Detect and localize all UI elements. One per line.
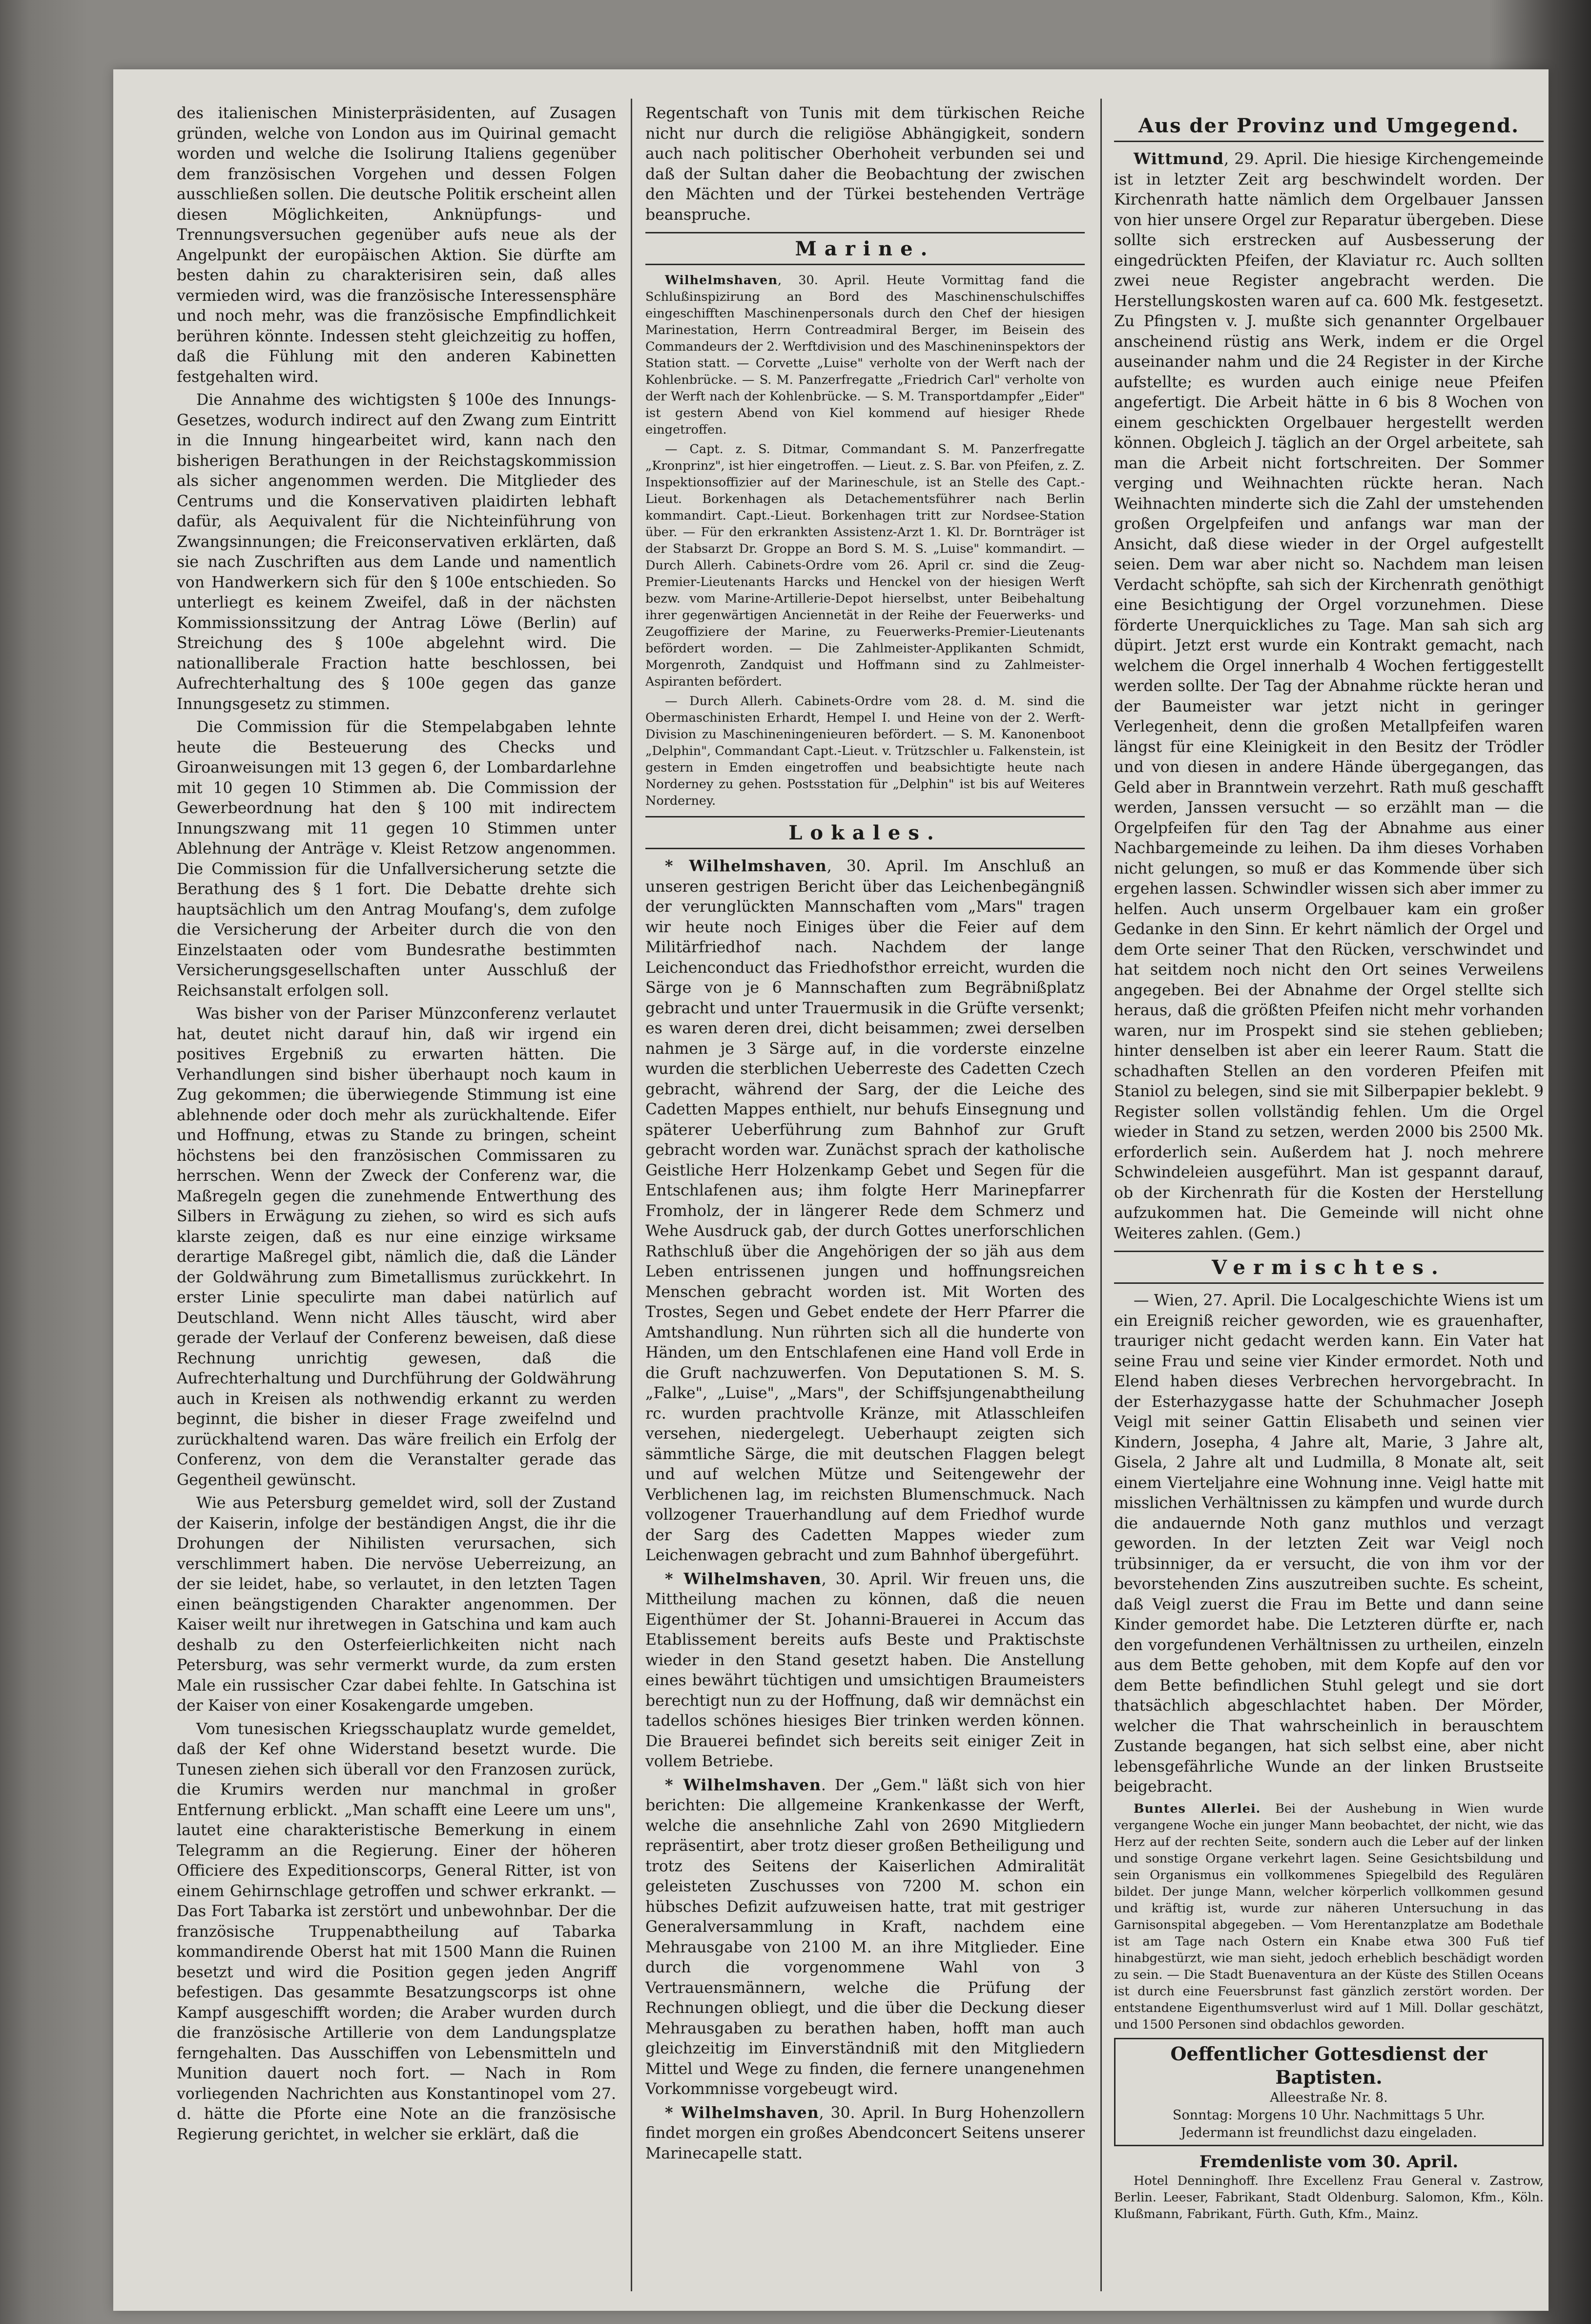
column-3	[1114, 104, 1544, 2225]
column-2	[645, 104, 1085, 2167]
notice-line: Alleestraße Nr. 8.	[1270, 2090, 1388, 2105]
section-heading-vermischtes: Vermischtes.	[1114, 1251, 1544, 1284]
section-heading-lokales: Lokales.	[645, 816, 1085, 849]
notice-heading: Oeffentlicher Gottesdienst der Baptisten.	[1170, 2042, 1488, 2088]
paragraph: , 30. April. Wir freuen uns, die Mittheilung machen zu können, daß die neuen Eigenthümer der St. Johanni-Brauerei in Accum das Etablissement bereits aufs Beste und Praktischste wieder in den Stand gesetzt haben. Die Anstellung eines bewährt tüchtigen und umsichtigen Braumeisters berechtigt nun zu der Hoffnung, daß wir demnächst ein tadellos schönes hiesiges Bier trinken werden können. Die Brauerei befindet sich bereits seit einiger Zeit in vollem Betriebe.	[645, 1570, 1085, 1770]
paragraph: Wie aus Petersburg gemeldet wird, soll der Zustand der Kaiserin, infolge der beständigen Angst, die ihr die Drohungen der Nihilisten verursachen, sich verschlimmert haben. Die nervöse Ueberreizung, an der sie leidet, habe, so verlautet, in den letzten Tagen einen beängstigenden Charakter angenommen. Der Kaiser weilt nur ihretwegen in Gatschina und kam auch deshalb zu den Osterfeierlichkeiten nicht nach Petersburg, was sehr vermerkt wurde, da zum ersten Male ein russischer Czar dabei fehlte. In Gatschina ist der Kaiser von einer Kosakengarde umgeben.	[177, 1494, 616, 1715]
subheading-buntes: Buntes Allerlei.	[1134, 1801, 1261, 1816]
notice-line: Sonntag: Morgens 10 Uhr. Nachmittags 5 Uhr.	[1173, 2107, 1485, 2123]
paragraph: — Capt. z. S. Ditmar, Commandant S. M. Panzerfregatte „Kronprinz", ist hier eingetroffen. — Lieut. z. S. Bar. von Pfeifen, z. Z. Inspektionsoffizier auf der Marineschule, ist an Stelle des Capt.-Lieut. Borkenhagen als Detachementsführer nach Berlin kommandirt. Capt.-Lieut. Borkenhagen tritt zur Nordsee-Station über. — Für den erkrankten Assistenz-Arzt 1. Kl. Dr. Bornträger ist der Stabsarzt Dr. Groppe an Bord S. M. S. „Luise" kommandirt. — Durch Allerh. Cabinets-Ordre vom 26. April cr. sind die Zeug-Premier-Lieutenants Harcks und Henckel von der hiesigen Werft bezw. vom Marine-Artillerie-Depot hierselbst, unter Beibehaltung ihrer gegenwärtigen Anciennetät in der Reihe der Feuerwerks- und Zeugoffiziere der Marine, zu Feuerwerks-Premier-Lieutenants befördert worden. — Die Zahlmeister-Applikanten Schmidt, Morgenroth, Zandquist und Hoffmann sind zu Zahlmeister-Aspiranten befördert.	[645, 442, 1085, 689]
paragraph: Regentschaft von Tunis mit dem türkischen Reiche nicht nur durch die religiöse Abhängigkeit, sondern auch nach politischer Oberhoheit verbunden sei und daß der Sultan daher die Beobachtung der zwischen den Mächten und der Türkei bestehenden Verträge beanspruche.	[645, 105, 1085, 224]
notice-line: Jedermann ist freundlichst dazu eingeladen.	[1180, 2125, 1477, 2140]
section-heading-provinz: Aus der Provinz und Umgegend.	[1114, 110, 1544, 142]
newspaper-page	[113, 69, 1549, 2311]
fremdenliste-text: Hotel Denninghoff. Ihre Excellenz Frau General v. Zastrow, Berlin. Leeser, Fabrikant, Stadt Oldenburg. Salomon, Kfm., Köln. Klußmann, Fabrikant, Fürth. Guth, Kfm., Mainz.	[1114, 2173, 1544, 2221]
dateline: * Wilhelmshaven	[665, 2103, 819, 2122]
dateline: * Wilhelmshaven	[665, 857, 827, 875]
paragraph: Was bisher von der Pariser Münzconferenz verlautet hat, deutet nicht darauf hin, daß wir irgend ein positives Ergebniß zu erwarten hätten. Die Verhandlungen sind bisher überhaupt noch kaum in Zug gekommen; die überwiegende Stimmung ist eine ablehnende oder doch mehr als zurückhaltende. Eifer und Hoffnung, etwas zu Stande zu bringen, scheint höchstens bei den französischen Commissaren zu herrschen. Wenn der Zweck der Conferenz war, die Maßregeln gegen die zunehmende Entwerthung des Silbers in Erwägung zu ziehen, so wird es sich aufs klarste zeigen, daß es nur eine einzige wirksame derartige Maßregel gibt, nämlich die, daß die Länder der Goldwährung zum Bimetallismus zurückkehrt. In erster Linie speculirte man dabei natürlich auf Deutschland. Wenn nicht Alles täuscht, wird aber gerade der Verlauf der Conferenz beweisen, daß diese Rechnung unrichtig gewesen, daß die Aufrechterhaltung und Durchführung der Goldwährung auch in Kreisen als nothwendig erkannt zu werden beginnt, die bisher in dieser Frage zweifelnd und zurückhaltend waren. Das wäre freilich ein Erfolg der Conferenz, von dem die Veranstalter gerade das Gegentheil gewünscht.	[177, 1005, 616, 1489]
paragraph: , 30. April. In Burg Hohenzollern findet morgen ein großes Abendconcert Seitens unserer Marinecapelle statt.	[645, 2104, 1085, 2162]
notice-gottesdienst	[1114, 2038, 1544, 2146]
fremdenliste-heading: Fremdenliste vom 30. April.	[1199, 2152, 1459, 2172]
paragraph: des italienischen Ministerpräsidenten, auf Zusagen gründen, welche von London aus im Quirinal gemacht worden und welche die Isolirung Italiens gegenüber dem französischen Vorgehen und dessen Folgen ausschließen sollen. Die deutsche Politik erscheint allen diesen Möglichkeiten, Anknüpfungs- und Trennungsversuchen gegenüber aufs neue als der Angelpunkt der europäischen Aktion. Sie dürfte am besten dahin zu charakterisiren sein, daß alles vermieden wird, was die französische Interessensphäre und noch mehr, was die französische Empfindlichkeit berühren könnte. Indessen steht gleichzeitig zu hoffen, daß die Fühlung mit den anderen Kabinetten festgehalten wird.	[177, 105, 616, 386]
paragraph: — Durch Allerh. Cabinets-Ordre vom 28. d. M. sind die Obermaschinisten Erhardt, Hempel I. und Heine von der 2. Werft-Division zu Maschineningenieuren befördert. — S. M. Kanonenboot „Delphin", Commandant Capt.-Lieut. v. Trützschler u. Falkenstein, ist gestern in Emden eingetroffen und beabsichtigte heute nach Norderney zu gehen. Postsstation für „Delphin" ist bis auf Weiteres Norderney.	[645, 694, 1085, 808]
dateline: Wittmund	[1134, 150, 1224, 168]
paragraph: Bei der Aushebung in Wien wurde vergangene Woche ein junger Mann beobachtet, der nicht, wie das Herz auf der rechten Seite, sondern auch die Leber auf der linken und sonstige Organe verkehrt lagen. Seine Gesichtsbildung und sein Organismus ein vollkommenes Spiegelbild des Regulären bildet. Der junge Mann, welcher körperlich vollkommen gesund und kräftig ist, wurde zur näheren Untersuchung in das Garnisonspital abgegeben. — Vom Herentanzplatze am Bodethale ist am Tage nach Ostern ein Knabe etwa 300 Fuß tief hinabgestürzt, wie man sieht, jedoch erheblich beschädigt worden zu sein. — Die Stadt Buenaventura an der Küste des Stillen Oceans ist durch eine Feuersbrunst fast gänzlich zerstört worden. Der entstandene Eigenthumsverlust wird auf 1 Mill. Dollar geschätzt, und 1500 Personen sind obdachlos geworden.	[1114, 1801, 1544, 2032]
dateline: * Wilhelmshaven	[665, 1570, 822, 1588]
paragraph: Die Commission für die Stempelabgaben lehnte heute die Besteuerung des Checks und Giroanweisungen mit 13 gegen 6, der Lombardarlehne mit 10 gegen 10 Stimmen ab. Die Commission der Gewerbeordnung hat den § 100 mit indirectem Innungszwang mit 11 gegen 10 Stimmen unter Ablehnung der Anträge v. Kleist Retzow angenommen. Die Commission für die Unfallversicherung setzte die Berathung des § 1 fort. Die Debatte drehte sich hauptsächlich um den Antrag Moufang's, dem zufolge die Versicherung der Arbeiter durch die von den Einzelstaaten oder vom Bundesrathe bestimmten Versicherungsgesellschaften unter Ausschluß der Reichsanstalt erfolgen soll.	[177, 718, 616, 1000]
paragraph: , 30. April. Im Anschluß an unseren gestrigen Bericht über das Leichenbegängniß der verunglückten Mannschaften vom „Mars" tragen wir heute noch Einiges über die Feier auf dem Militärfriedhof nach. Nachdem der lange Leichenconduct das Friedhofsthor erreicht, wurden die Särge von je 6 Mannschaften zum Begräbnißplatz gebracht und unter Trauermusik in die Grüfte versenkt; es waren deren drei, dicht beisammen; zwei derselben nahmen je 3 Särge auf, in die vorderste einzelne wurden die sterblichen Ueberreste des Cadetten Czech gebracht, während der Sarg, der die Leiche des Cadetten Mappes enthielt, nur behufs Einsegnung und späterer Ueberführung zum Bahnhof zur Gruft gebracht worden war. Zunächst sprach der katholische Geistliche Herr Holzenkamp Gebet und Segen für die Entschlafenen aus; ihm folgte Herr Marinepfarrer Fromholz, der in längerer Rede dem Schmerz und Wehe Ausdruck gab, der durch Gottes unerforschlichen Rathschluß über die Angehörigen der so jäh aus dem Leben entrissenen jungen und hoffnungsreichen Menschen gebracht worden ist. Mit Worten des Trostes, Segen und Gebet endete der Herr Pfarrer die Amtshandlung. Nun rührten sich all die hunderte von Händen, um den Entschlafenen eine Hand voll Erde in die Gruft nachzuwerfen. Von Deputationen S. M. S. „Falke", „Luise", „Mars", der Schiffsjungenabtheilung rc. wurden prachtvolle Kränze, mit Atlasschleifen versehen, niedergelegt. Ueberhaupt zeigten sich sämmtliche Särge, die mit deutschen Flaggen belegt und auf welchen Mütze und Seitengewehr der Verblichenen lag, im reichsten Blumenschmuck. Nach vollzogener Trauerhandlung auf dem Friedhof wurde der Sarg des Cadetten Mappes wieder zum Leichenwagen gebracht und zum Bahnhof übergeführt.	[645, 858, 1085, 1564]
paragraph: Die Annahme des wichtigsten § 100e des Innungs-Gesetzes, wodurch indirect auf den Zwang zum Eintritt in die Innung hingearbeitet wird, kann nach den bisherigen Berathungen in der Reichstagskommission als sicher angenommen werden. Die Mitglieder des Centrums und die Konservativen plaidirten lebhaft dafür, als Aequivalent für die Nichteinführung von Zwangsinnungen; die Freiconservativen erklärten, daß sie nach Zuschriften aus dem Lande und namentlich von Handwerkern sich für den § 100e entschieden. So unterliegt es keinem Zweifel, daß in der nächsten Kommissionssitzung der Antrag Löwe (Berlin) auf Streichung des § 100e abgelehnt wird. Die nationalliberale Fraction hatte beschlossen, bei Aufrechterhaltung des § 100e gegen das ganze Innungsgesetz zu stimmen.	[177, 391, 616, 713]
section-heading-marine: Marine.	[645, 232, 1085, 265]
paragraph: . Der „Gem." läßt sich von hier berichten: Die allgemeine Krankenkasse der Werft, welche die ansehnliche Zahl von 2690 Mitgliedern repräsentirt, aber trotz dieser großen Betheiligung und trotz des Seitens der Kaiserlichen Admiralität geleisteten Zuschusses von 7200 M. schon ein hübsches Defizit aufzuweisen hatte, trat mit gestriger Generalversammlung in Kraft, nachdem eine Mehrausgabe von 2100 M. an ihre Mitglieder. Eine durch die vorgenommene Wahl von 3 Vertrauensmännern, welche die Prüfung der Rechnungen obliegt, und die über die Deckung dieser Mehrausgaben zu berathen haben, hofft man auch gleichzeitig im Einverständniß mit den Mitgliedern Mittel und Wege zu finden, die fernere unangenehmen Vorkommnisse vorgebeugt wird.	[645, 1776, 1085, 2098]
column-1	[177, 104, 616, 2148]
paragraph: Vom tunesischen Kriegsschauplatz wurde gemeldet, daß der Kef ohne Widerstand besetzt wurde. Die Tunesen ziehen sich überall vor den Franzosen zurück, die Krumirs werden nur manchmal in großer Entfernung erblickt. „Man schafft eine Leere um uns", lautet eine charakteristische Bemerkung in einem Telegramm an die Regierung. Einer der höheren Officiere des Expeditionscorps, General Ritter, ist von einem Gehirnschlage getroffen und schwer erkrankt. — Das Fort Tabarka ist zerstört und unbewohnbar. Der die französische Truppenabtheilung auf Tabarka kommandirende Oberst hat mit 1500 Mann die Ruinen besetzt und wird die Position gegen jeden Angriff befestigen. Das gesammte Besatzungscorps ist ohne Kampf ausgeschifft worden; die Araber wurden durch die französische Artillerie von dem Landungsplatze ferngehalten. Das Ausschiffen von Lebensmitteln und Munition dauert noch fort. — Nach in Rom vorliegenden Nachrichten aus Konstantinopel vom 27. d. hätte die Pforte eine Note an die französische Regierung gerichtet, in welcher sie erklärt, daß die	[177, 1720, 616, 2143]
column-rule	[1100, 99, 1102, 2291]
paragraph: — Wien, 27. April. Die Localgeschichte Wiens ist um ein Ereigniß reicher geworden, wie es grauenhafter, trauriger nicht gedacht werden kann. Ein Vater hat seine Frau und seine vier Kinder ermordet. Noth und Elend haben dieses Verbrechen hervorgebracht. In der Esterhazygasse hatte der Schuhmacher Joseph Veigl mit seiner Gattin Elisabeth und seinen vier Kindern, Josepha, 4 Jahre alt, Marie, 3 Jahre alt, Gisela, 2 Jahre alt und Ludmilla, 8 Monate alt, seit einem Vierteljahre eine Wohnung inne. Veigl hatte mit misslichen Verhältnissen zu kämpfen und wurde durch die andauernde Noth ganz muthlos und verzagt geworden. In der letzten Zeit war Veigl noch trübsinniger, da er versucht, die von ihm vor der bevorstehenden Zins auszutreiben suchte. Es scheint, daß Veigl zuerst die Frau im Bette und dann seine Kinder gemordet habe. Die Letzteren dürfte er, nach den vorgefundenen Verhältnissen zu urtheilen, einzeln aus dem Bette gehoben, mit dem Kopfe auf den vor dem Bette befindlichen Stuhl gelegt und sie dort thatsächlich abgeschlachtet haben. Der Mörder, welcher die That wahrscheinlich in berauschtem Zustande begangen, hat sich selbst eine, aber nicht lebensgefährliche Wunde an der linken Brustseite beigebracht.	[1114, 1292, 1544, 1796]
paragraph: , 29. April. Die hiesige Kirchengemeinde ist in letzter Zeit arg beschwindelt worden. Der Kirchenrath hatte nämlich dem Orgelbauer Janssen von hier unsere Orgel zur Reparatur übergeben. Diese sollte sich erstrecken auf Ausbesserung der eingedrückten Pfeifen, der Klaviatur rc. Auch sollten zwei neue Register angebracht werden. Die Herstellungskosten waren auf ca. 600 Mk. festgesetzt. Zu Pfingsten v. J. mußte sich genannter Orgelbauer anscheinend rüstig ans Werk, indem er die Orgel auseinander nahm und die 24 Register in der Kirche aufstellte; es wurden auch einige neue Pfeifen angefertigt. Die Arbeit hätte in 6 bis 8 Wochen von einem geschickten Orgelbauer hergestellt werden können. Obgleich J. täglich an der Orgel arbeitete, sah man die Arbeit nicht fortschreiten. Der Sommer verging und Weihnachten rückte heran. Nach Weihnachten minderte sich die Zahl der umstehenden großen Orgelpfeifen und anfangs war man der Ansicht, daß diese wieder in der Orgel aufgestellt seien. Dem war aber nicht so. Nachdem man leisen Verdacht schöpfte, sah sich der Kirchenrath genöthigt eine Besichtigung der Orgel vorzunehmen. Diese förderte Unerquickliches zu Tage. Man sah sich arg düpirt. Jetzt erst wurde ein Kontrakt gemacht, nach welchem die Orgel innerhalb 4 Wochen fertiggestellt werden sollte. Der Tag der Abnahme rückte heran und der Baumeister war jetzt nicht in geringer Verlegenheit, denn die großen Metallpfeifen waren längst für eine Kleinigkeit in den Besitz der Trödler und von diesen in andere Hände übergegangen, das Geld aber in Branntwein verzehrt. Rath muß geschafft werden, Janssen versucht — so erzählt man — die Orgelpfeifen für den Tag der Abnahme aus einer Nachbargemeinde zu leihen. Da ihm dieses Vorhaben nicht gelungen, so muß er das Kommende über sich ergehen lassen. Schwindler wissen sich aber immer zu helfen. Auch unserm Orgelbauer kam ein großer Gedanke in den Sinn. Er kehrt nämlich der Orgel und dem Orte seiner That den Rücken, verschwindet und hat seitdem noch nicht den Ort seines Verweilens angegeben. Bei der Abnahme der Orgel stellte sich heraus, daß die größten Pfeifen nicht mehr vorhanden waren, nur im Prospekt sind sie stehen geblieben; hinter denselben ist aber ein leerer Raum. Statt die schadhaften Stellen an den vorderen Pfeifen mit Staniol zu belegen, sind sie mit Silberpapier beklebt. 9 Register sollen vollständig fehlen. Um die Orgel wieder in Stand zu setzen, werden 2000 bis 2500 Mk. erforderlich sein. Außerdem hat J. noch mehrere Schwindeleien ausgeführt. Man ist gespannt darauf, ob der Kirchenrath für die Kosten der Herstellung aufzukommen hat. Die Gemeinde will nicht ohne Weiteres zahlen. (Gem.)	[1114, 150, 1544, 1242]
dateline: * Wilhelmshaven	[665, 1776, 821, 1794]
dateline: Wilhelmshaven	[665, 273, 778, 288]
column-rule	[631, 99, 632, 2291]
paragraph: , 30. April. Heute Vormittag fand die Schlußinspizirung an Bord des Maschinenschulschiffes eingeschifften Maschinenpersonals durch den Chef der hiesigen Marinestation, Herrn Contreadmiral Berger, im Beisein des Commandeurs der 2. Werftdivision und des Maschineninspektors der Station statt. — Corvette „Luise" verholte von der Werft nach der Kohlenbrücke. — S. M. Panzerfregatte „Friedrich Carl" verholte von der Werft nach der Kohlenbrücke. — S. M. Transportdampfer „Eider" ist gestern Abend von Kiel kommend auf hiesiger Rhede eingetroffen.	[645, 273, 1085, 437]
